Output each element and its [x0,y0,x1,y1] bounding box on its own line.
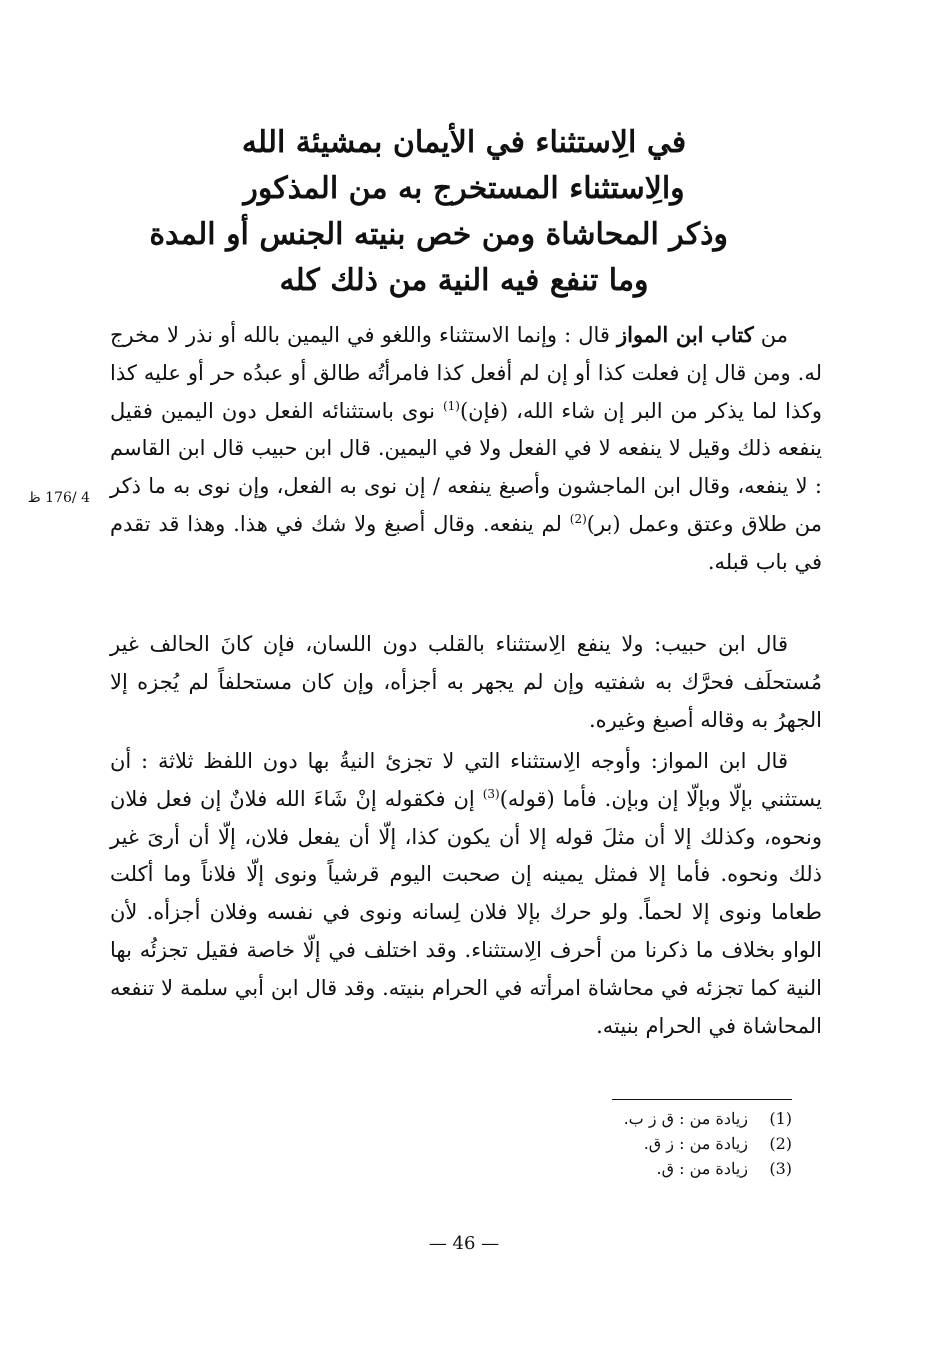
footnote-ref-1: (1) [442,398,460,413]
paragraph-1-lead: من [753,323,788,347]
title-line-2: والِاستثناء المستخرج به من المذكور [243,171,685,206]
source-citation: كتاب ابن المواز [616,322,754,347]
footnote-2 [372,1131,792,1156]
footnote-ref-2: (2) [569,511,587,526]
footnote-3 [372,1156,792,1181]
footnote-2-text: زيادة من : ز ق. [643,1134,748,1153]
page-number: — 46 — [428,1233,500,1254]
manuscript-folio-note: 4 /176 ظ [27,490,90,506]
footnote-3-number: (3) [769,1159,792,1178]
footnote-2-number: (2) [769,1134,792,1153]
title-line-4: وما تنفع فيه النية من ذلك كله [279,263,649,298]
footnote-ref-3: (3) [482,786,500,801]
paragraph-1-text-c: لم ينفعه. وقال أصبغ ولا شك في هذا. وهذا قد تقدم في باب قبله. [110,511,822,574]
paragraph-3-text-b: إن فكقوله إنْ شَاءَ الله فلانٌ إن فعل فلان ونحوه، وكذلك إلا أن مثلَ قوله إلا أن يكون كذا، إلّا أن يفعل فلان، إلّا أن أرىَ غير ذلك ونحوه. فأما إلا فمثل يمينه إن صحبت اليوم قرشياً ونوى إلّا فلاناً وما أكلت طعاما ونوى إلا لحماً. ولو حرك بإلا فلان لِسانه ونوى في نفسه وفلان أجزأه. لأن الواو بخلاف ما ذكرنا من أحرف الِاستثناء. وقد اختلف في إلّا خاصة فقيل تجزئُه بها النية كما تجزئه في محاشاة امرأته في الحرام بنيته. وقد قال ابن أبي سلمة لا تنفعه المحاشاة في الحرام بنيته. [110,786,822,1038]
footnotes [372,1106,792,1181]
footnote-1-number: (1) [769,1109,792,1128]
paragraph-1-text-a: قال : وإنما الاستثناء واللغو في اليمين بالله أو نذر لا مخرج له. ومن قال إن فعلت كذا أو إن لم أفعل كذا فامرأتُه طالق أو عبدُه حر أو عليه كذا وكذا لما يذكر من البر إن شاء الله، (فإن) [110,323,822,423]
footnote-1-text: زيادة من : ق ز ب. [623,1109,748,1128]
paragraph-1-text-b: نوى باستثنائه الفعل دون اليمين فقيل ينفعه ذلك وقيل لا ينفعه لا في الفعل ولا في اليمين. قال ابن حبيب قال ابن القاسم : لا ينفعه، وقال ابن الماجشون وأصبغ ينفعه / إن نوى به الفعل، وإن نوى به ما ذكر من طلاق وعتق وعمل (بر) [110,398,822,536]
paragraph-3-text-a: قال ابن المواز: وأوجه الِاستثناء التي لا تجزئ النيةُ بها دون اللفظ ثلاثة : أن يستثني بإلّا وبإلّا إن وبإن. فأما (قوله) [110,749,823,811]
paragraph-2-text: قال ابن حبيب: ولا ينفع الِاستثناء بالقلب دون اللسان، فإن كانَ الحالف غير مُستحلَف فحرَّك به شفتيه وإن لم يجهر به أجزأه، وإن كان مستحلفاً لم يُجزه إلا الجهرُ به وقاله أصبغ وغيره. [110,632,822,732]
title-line-1: في الِاستثناء في الأيمان بمشيئة الله [241,125,687,160]
paragraph-2 [110,626,822,739]
footnote-separator [612,1099,792,1100]
footnote-1 [372,1106,792,1131]
title-line-3: وذكر المحاشاة ومن خص بنيته الجنس أو المدة [149,217,728,252]
paragraph-1 [110,316,822,582]
footnote-3-text: زيادة من : ق. [656,1159,748,1178]
chapter-title [149,120,728,304]
paragraph-3 [110,743,822,1045]
